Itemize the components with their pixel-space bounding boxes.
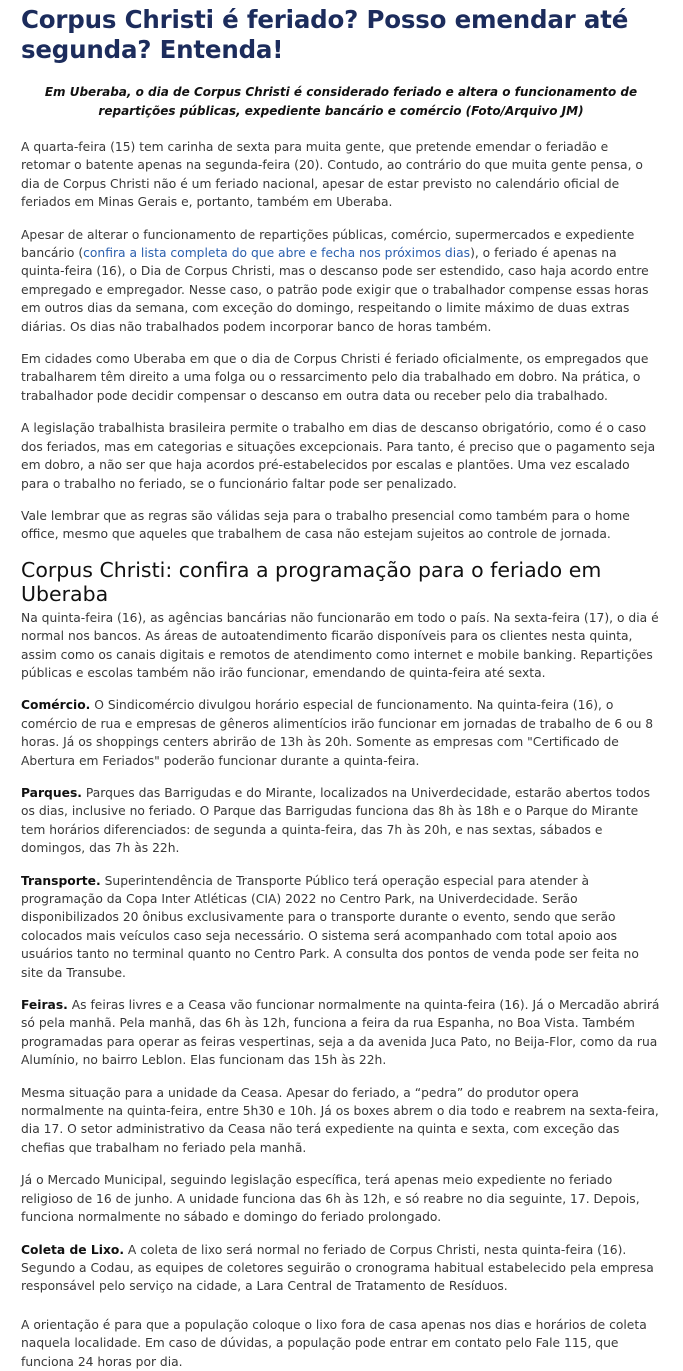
ceasa-paragraph: Mesma situação para a unidade da Ceasa. Apesar do feriado, a “pedra” do produtor opera normalmente na quinta-feira, entre 5h30 e 10h. Já os boxes abrem o dia todo e reabrem na sexta-feira, dia 17. O setor administrativo da Ceasa não terá expediente na quinta e sexta, com exceção das chefias que trabalham no feriado pela manhã. [21,1085,659,1155]
paragraph-2-after: ), o feriado é apenas na quinta-feira (16), o Dia de Corpus Christi, mas o descanso pode ser estendido, caso haja acordo entre empregado e empregador. Nesse caso, o patrão pode exigir que o trabalhador compense essas horas em outros dias da semana, com exceção do domingo, respeitando o limite máximo de duas extras diárias. Os dias não trabalhados podem incorporar banco de horas também. [21,246,649,334]
transporte-text: Superintendência de Transporte Público terá operação especial para atender à programação da Copa Inter Atléticas (CIA) 2022 no Centro Park, na Univerdecidade. Serão disponibilizados 20 ônibus exclusivamente para o transporte durante o evento, sendo que serão colocados mais veículos caso seja necessário. O sistema será acompanhado com total apoio aos usuários tanto no terminal quanto no Centro Park. A consulta dos pontos de venda pode ser feita no site da Transube. [21,873,639,980]
paragraph-2-before: Apesar de alterar o funcionamento de repartições públicas, comércio, supermercados e expediente bancário ( [21,227,635,261]
parques-paragraph [21,784,661,858]
paragraph-3: Em cidades como Uberaba em que o dia de Corpus Christi é feriado oficialmente, os empregados que trabalharem têm direito a uma folga ou o ressarcimento pelo dia trabalhado em dobro. Na prática, o trabalhador pode decidir compensar o descanso em outra data ou receber pelo dia trabalhado. [21,352,649,403]
page-title: Corpus Christi é feriado? Posso emendar até segunda? Entenda! [21,5,629,64]
transporte-label: Transporte. [21,873,101,888]
orientacao-paragraph: A orientação é para que a população coloque o lixo fora de casa apenas nos dias e horários de coleta naquela localidade. Em caso de dúvidas, a população pode entrar em contato pelo Fale 115, que funciona 24 horas por dia. [21,1317,647,1369]
paragraph-1: A quarta-feira (15) tem carinha de sexta para muita gente, que pretende emendar o feriadão e retomar o batente apenas na segunda-feira (20). Contudo, ao contrário do que muita gente pensa, o dia de Corpus Christi não é um feriado nacional, apesar de estar previsto no calendário oficial de feriados em Minas Gerais e, portanto, também em Uberaba. [21,140,643,210]
parques-text: Parques das Barrigudas e do Mirante, localizados na Univerdecidade, estarão abertos todos os dias, inclusive no feriado. O Parque das Barrigudas funciona das 8h às 18h e o Parque do Mirante tem horários diferenciados: de segunda a quinta-feira, das 7h às 20h, e nas sextas, sábados e domingos, das 7h às 22h. [21,785,651,856]
section-intro: Na quinta-feira (16), as agências bancárias não funcionarão em todo o país. Na sexta-feira (17), o dia é normal nos bancos. As áreas de autoatendimento ficarão disponíveis para os clientes nesta quinta, assim como os canais digitais e remotos de atendimento como internet e mobile banking. Repartições públicas e escolas também não irão funcionar, emendando de quinta-feira até sexta. [21,610,659,680]
photo-caption: Em Uberaba, o dia de Corpus Christi é considerado feriado e altera o funcionamento de repartições públicas, expediente bancário e comércio (Foto/Arquivo JM) [44,85,638,118]
feiras-text: As feiras livres e a Ceasa vão funcionar normalmente na quinta-feira (16). Já o Mercadão abrirá só pela manhã. Pela manhã, das 6h às 12h, funciona a feira da rua Espanha, no Boa Vista. Também programadas para operar as feiras vespertinas, seja a da avenida Juca Pato, no Beija-Flor, como da rua Alumínio, no bairro Leblon. Elas funcionam das 15h às 22h. [21,998,660,1068]
feiras-label: Feiras. [21,998,68,1013]
coleta-lixo-paragraph [21,1241,661,1296]
feiras-paragraph [21,996,661,1070]
comercio-text: O Sindicomércio divulgou horário especial de funcionamento. Na quinta-feira (16), o comércio de rua e empresas de gêneros alimentícios irão funcionar em jornadas de trabalho de 6 ou 8 horas. Já os shoppings centers abrirão de 13h às 20h. Somente as empresas com "Certificado de Abertura em Feriados" poderão funcionar durante a quinta-feira. [21,698,654,768]
paragraph-2 [21,226,661,336]
parques-label: Parques. [21,785,82,800]
coleta-lixo-label: Coleta de Lixo. [21,1242,125,1257]
mercado-paragraph: Já o Mercado Municipal, seguindo legislação específica, terá apenas meio expediente no feriado religioso de 16 de junho. A unidade funciona das 6h às 12h, e só reabre no dia seguinte, 17. Depois, funciona normalmente no sábado e domingo do feriado prolongado. [21,1173,640,1225]
list-link[interactable]: confira a lista completa do que abre e fecha nos próximos dias [83,246,471,261]
paragraph-4: A legislação trabalhista brasileira permite o trabalho em dias de descanso obrigatório, como é o caso dos feriados, mas em categorias e situações excepcionais. Para tanto, é preciso que o pagamento seja em dobro, a não ser que haja acordos pré-estabelecidos por escalas e plantões. Uma vez escalado para o trabalho no feriado, se o funcionário faltar pode ser penalizado. [21,421,656,491]
comercio-label: Comércio. [21,698,91,713]
section-heading: Corpus Christi: confira a programação para o feriado em Uberaba [21,557,602,606]
paragraph-5: Vale lembrar que as regras são válidas seja para o trabalho presencial como também para o home office, mesmo que aqueles que trabalhem de casa não estejam sujeitos ao controle de jornada. [21,508,630,542]
coleta-lixo-text: A coleta de lixo será normal no feriado de Corpus Christi, nesta quinta-feira (16). Segundo a Codau, as equipes de coletores seguirão o cronograma habitual estabelecido pela empresa responsável pelo serviço na cidade, a Lara Central de Tratamento de Resíduos. [21,1242,654,1294]
comercio-paragraph [21,696,661,770]
transporte-paragraph [21,872,661,982]
